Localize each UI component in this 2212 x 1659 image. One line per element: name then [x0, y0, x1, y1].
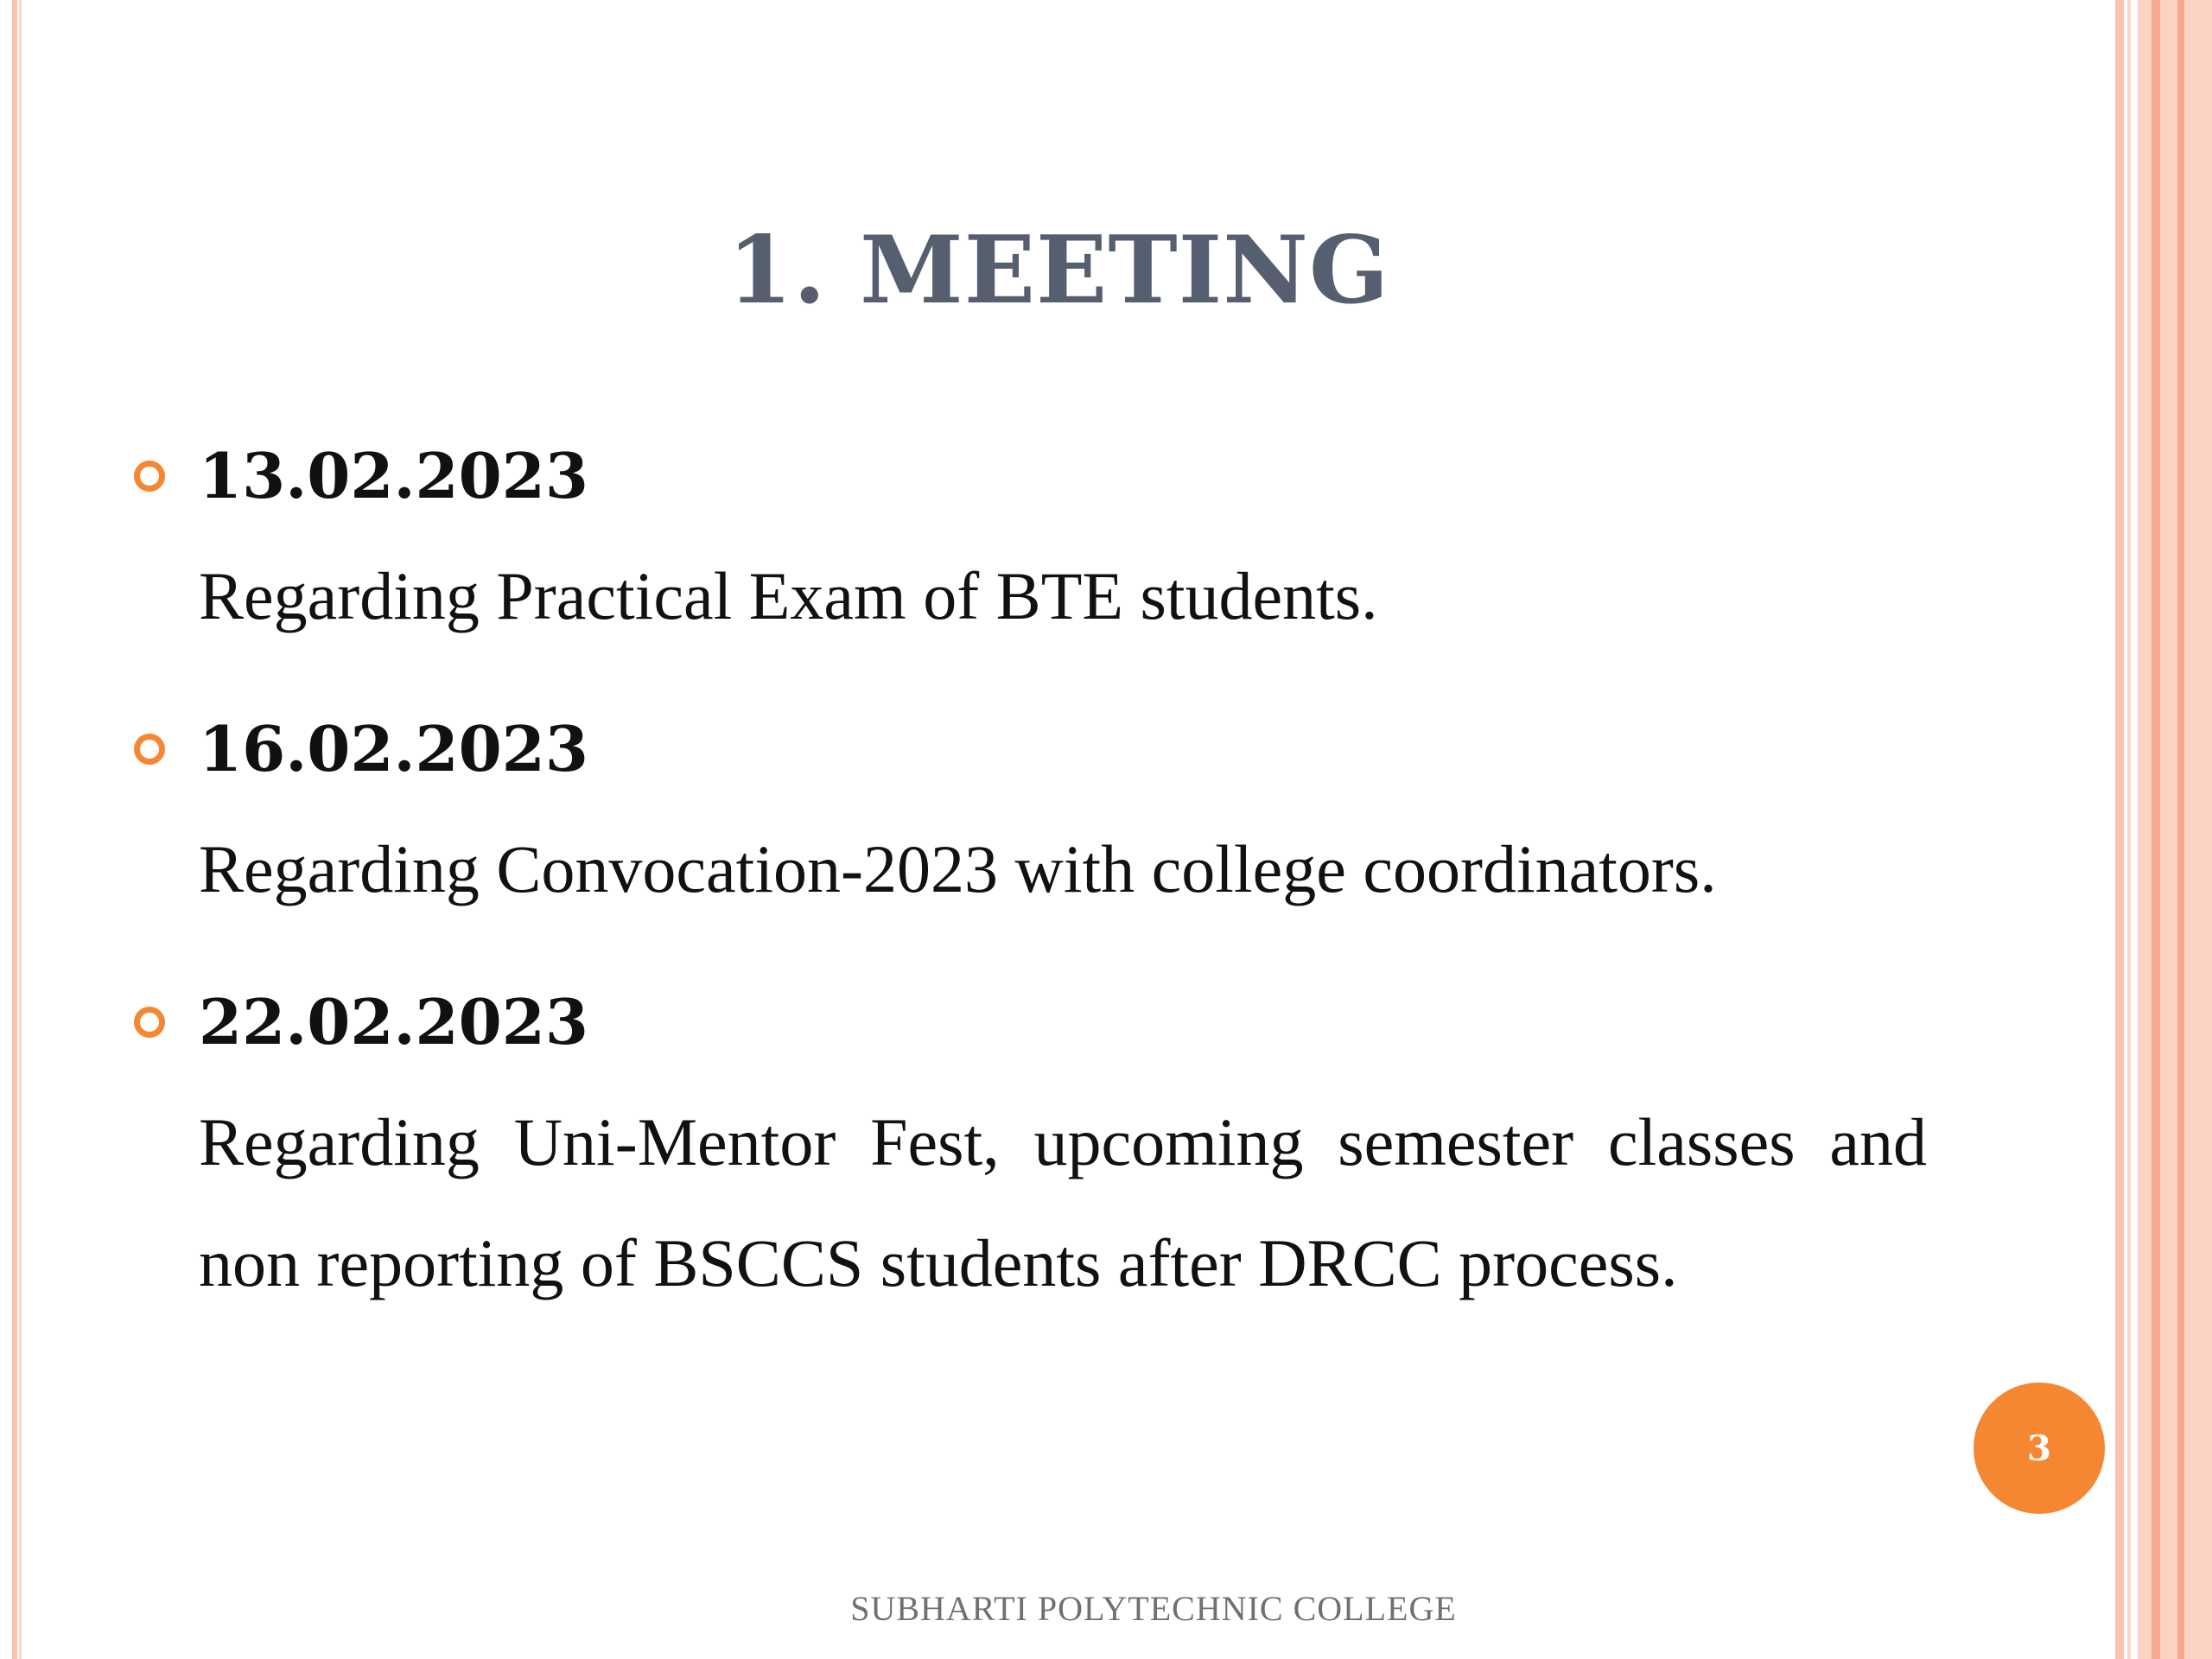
meeting-list [199, 415, 1927, 1355]
slide-footer: SUBHARTI POLYTECHNIC COLLEGE [850, 1589, 1457, 1628]
circle-bullet-icon [134, 734, 165, 765]
meeting-item [199, 688, 1927, 930]
right-border-stripe-dark [2152, 0, 2160, 1659]
right-border-band [2138, 0, 2212, 1659]
page-number: 3 [2027, 1427, 2051, 1469]
meeting-item [199, 415, 1927, 657]
meeting-description: Regarding Uni-Mentor Fest, upcoming semester classes and non reporting of BSCCS students after DRCC process. [199, 1104, 1927, 1300]
meeting-date-row [199, 688, 1927, 809]
right-border-stripe-inner [2127, 0, 2131, 1659]
page-number-badge [1974, 1382, 2105, 1514]
circle-bullet-icon [134, 461, 165, 492]
slide-title: 1. MEETING [727, 216, 1390, 325]
meeting-description: Regarding Practical Exam of BTE students. [199, 558, 1378, 633]
meeting-date-row [199, 415, 1927, 536]
meeting-description: Regarding Convocation-2023 with college coordinators. [199, 831, 1717, 906]
right-border-stripe-outer [2177, 0, 2184, 1659]
circle-bullet-icon [134, 1007, 165, 1038]
meeting-date: 22.02.2023 [199, 984, 588, 1058]
meeting-date-row [199, 961, 1927, 1082]
meeting-date: 13.02.2023 [199, 438, 588, 512]
meeting-date: 16.02.2023 [199, 711, 588, 785]
meeting-item [199, 961, 1927, 1324]
